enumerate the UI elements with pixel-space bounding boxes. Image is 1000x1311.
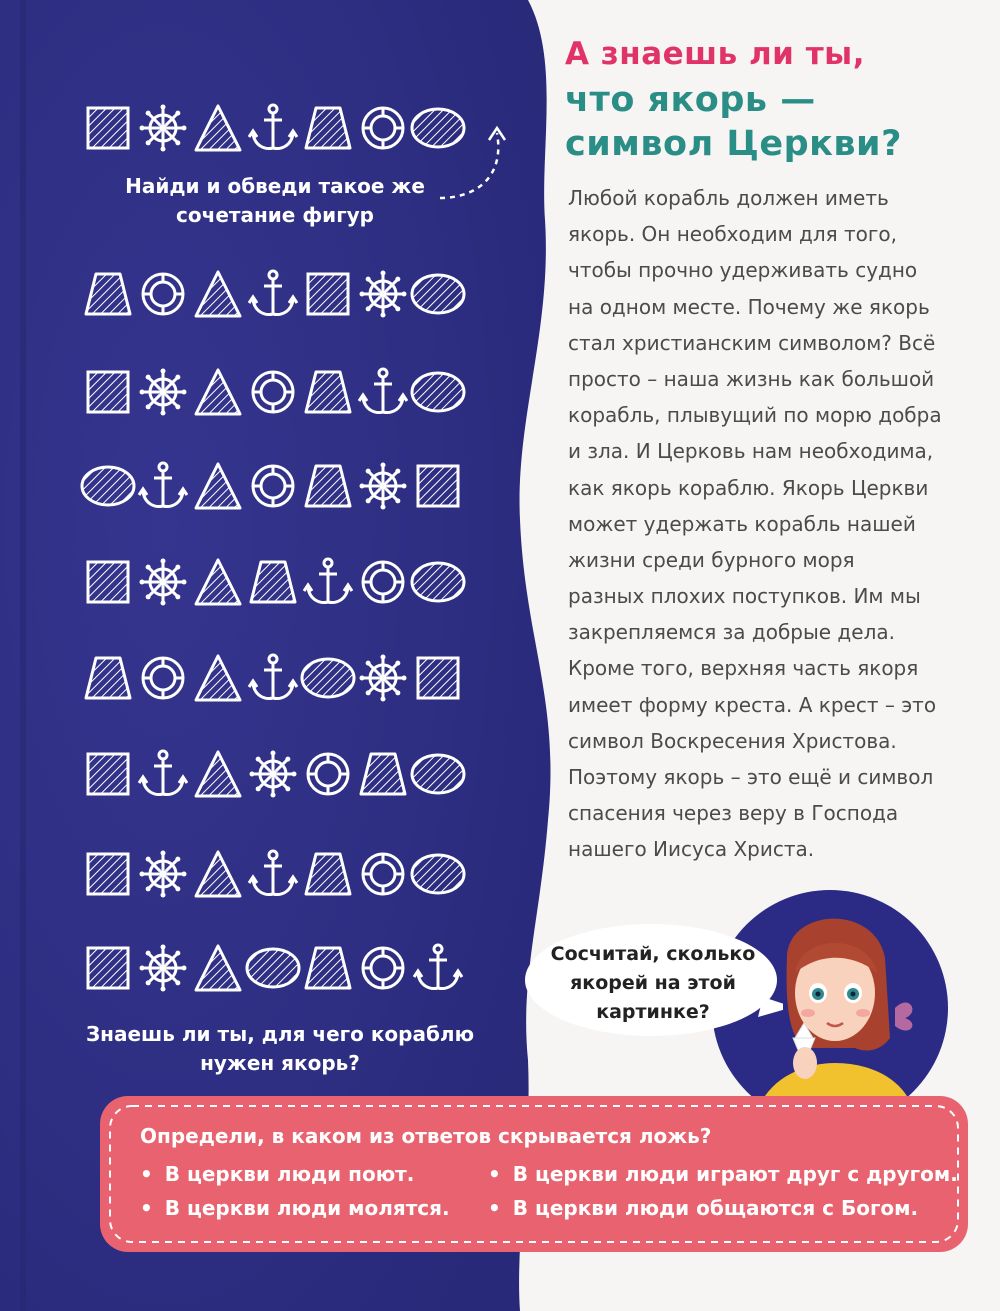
anchor-icon bbox=[135, 746, 191, 802]
square-icon bbox=[80, 846, 136, 902]
answer-option: • В церкви люди молятся. bbox=[140, 1196, 450, 1220]
triangle-icon bbox=[190, 746, 246, 802]
shape-row bbox=[80, 364, 480, 420]
article-line: нашего Иисуса Христа. bbox=[568, 837, 815, 862]
triangle-icon bbox=[190, 100, 246, 156]
wheel-icon bbox=[355, 650, 411, 706]
ring-icon bbox=[245, 364, 301, 420]
article-line: просто – наша жизнь как большой bbox=[568, 366, 935, 391]
square-icon bbox=[80, 940, 136, 996]
square-icon bbox=[80, 746, 136, 802]
answer-option: • В церкви люди играют друг с другом. bbox=[488, 1162, 958, 1186]
oval-icon bbox=[410, 364, 466, 420]
ring-icon bbox=[355, 100, 411, 156]
quiz-question: Определи, в каком из ответов скрывается ложь? bbox=[140, 1124, 712, 1148]
anchor-icon bbox=[245, 846, 301, 902]
trapezoid-icon bbox=[80, 650, 136, 706]
square-icon bbox=[80, 554, 136, 610]
oval-icon bbox=[245, 940, 301, 996]
square-icon bbox=[410, 458, 466, 514]
anchor-icon bbox=[355, 364, 411, 420]
oval-icon bbox=[410, 846, 466, 902]
article-line: разных плохих поступков. Им мы bbox=[568, 584, 921, 609]
article-line: символ Воскресения Христова. bbox=[568, 728, 897, 753]
shape-row bbox=[80, 746, 480, 802]
article-line: имеет форму креста. А крест – это bbox=[568, 692, 937, 717]
trapezoid-icon bbox=[300, 940, 356, 996]
wheel-icon bbox=[355, 266, 411, 322]
article-line: стал христианским символом? Всё bbox=[568, 330, 936, 355]
triangle-icon bbox=[190, 846, 246, 902]
article-line: чтобы прочно удерживать судно bbox=[568, 258, 918, 283]
shape-row bbox=[80, 940, 480, 996]
trapezoid-icon bbox=[300, 846, 356, 902]
triangle-icon bbox=[190, 364, 246, 420]
sample-shape-row bbox=[80, 100, 480, 156]
oval-icon bbox=[80, 458, 136, 514]
anchor-question: Знаешь ли ты, для чего кораблю нужен якорь? bbox=[85, 1022, 475, 1075]
article-line: спасения через веру в Господа bbox=[568, 801, 899, 826]
ring-icon bbox=[135, 266, 191, 322]
oval-icon bbox=[410, 100, 466, 156]
find-instruction: Найди и обведи такое же сочетание фигур bbox=[125, 174, 425, 227]
triangle-icon bbox=[190, 650, 246, 706]
anchor-icon bbox=[135, 458, 191, 514]
article-text bbox=[568, 180, 978, 868]
oval-icon bbox=[300, 650, 356, 706]
article-line: на одном месте. Почему же якорь bbox=[568, 294, 930, 319]
square-icon bbox=[80, 364, 136, 420]
wheel-icon bbox=[135, 554, 191, 610]
article-line: и зла. И Церковь нам необходима, bbox=[568, 439, 934, 464]
anchor-icon bbox=[245, 100, 301, 156]
anchor-icon bbox=[410, 940, 466, 996]
trapezoid-icon bbox=[300, 364, 356, 420]
trapezoid-icon bbox=[300, 100, 356, 156]
wheel-icon bbox=[245, 746, 301, 802]
ring-icon bbox=[355, 846, 411, 902]
anchor-icon bbox=[245, 650, 301, 706]
trapezoid-icon bbox=[80, 266, 136, 322]
triangle-icon bbox=[190, 266, 246, 322]
ring-icon bbox=[355, 554, 411, 610]
wheel-icon bbox=[135, 100, 191, 156]
speech-bubble-text: Сосчитай, сколько якорей на этой картинке? bbox=[550, 943, 756, 1023]
article-line: может удержать корабль нашей bbox=[568, 511, 916, 536]
trapezoid-icon bbox=[245, 554, 301, 610]
triangle-icon bbox=[190, 940, 246, 996]
anchor-icon bbox=[300, 554, 356, 610]
article-line: Любой корабль должен иметь bbox=[568, 186, 889, 210]
shape-row bbox=[80, 266, 480, 322]
article-line: как якорь кораблю. Якорь Церкви bbox=[568, 475, 929, 500]
answer-option: • В церкви люди общаются с Богом. bbox=[488, 1196, 918, 1220]
shape-row bbox=[80, 554, 480, 610]
wheel-icon bbox=[135, 846, 191, 902]
triangle-icon bbox=[190, 458, 246, 514]
oval-icon bbox=[410, 554, 466, 610]
wheel-icon bbox=[355, 458, 411, 514]
wheel-icon bbox=[135, 940, 191, 996]
article-line: Кроме того, верхняя часть якоря bbox=[568, 656, 919, 681]
answer-option: • В церкви люди поют. bbox=[140, 1162, 414, 1186]
shape-row bbox=[80, 458, 480, 514]
triangle-icon bbox=[190, 554, 246, 610]
article-line: закрепляемся за добрые дела. bbox=[568, 620, 895, 645]
square-icon bbox=[300, 266, 356, 322]
square-icon bbox=[410, 650, 466, 706]
shape-row bbox=[80, 846, 480, 902]
wheel-icon bbox=[135, 364, 191, 420]
article-line: Поэтому якорь – это ещё и символ bbox=[568, 765, 934, 789]
article-line: корабль, плывущий по морю добра bbox=[568, 403, 942, 428]
oval-icon bbox=[410, 746, 466, 802]
heading-line-1: А знаешь ли ты, bbox=[565, 36, 865, 72]
article-line: жизни среди бурного моря bbox=[568, 547, 855, 572]
heading-line-2: что якорь — bbox=[565, 80, 816, 120]
shape-row bbox=[80, 650, 480, 706]
article-line: якорь. Он необходим для того, bbox=[568, 222, 898, 247]
anchor-icon bbox=[245, 266, 301, 322]
ring-icon bbox=[355, 940, 411, 996]
trapezoid-icon bbox=[355, 746, 411, 802]
ring-icon bbox=[300, 746, 356, 802]
square-icon bbox=[80, 100, 136, 156]
heading-line-3: символ Церкви? bbox=[565, 124, 902, 164]
ring-icon bbox=[135, 650, 191, 706]
trapezoid-icon bbox=[300, 458, 356, 514]
oval-icon bbox=[410, 266, 466, 322]
ring-icon bbox=[245, 458, 301, 514]
